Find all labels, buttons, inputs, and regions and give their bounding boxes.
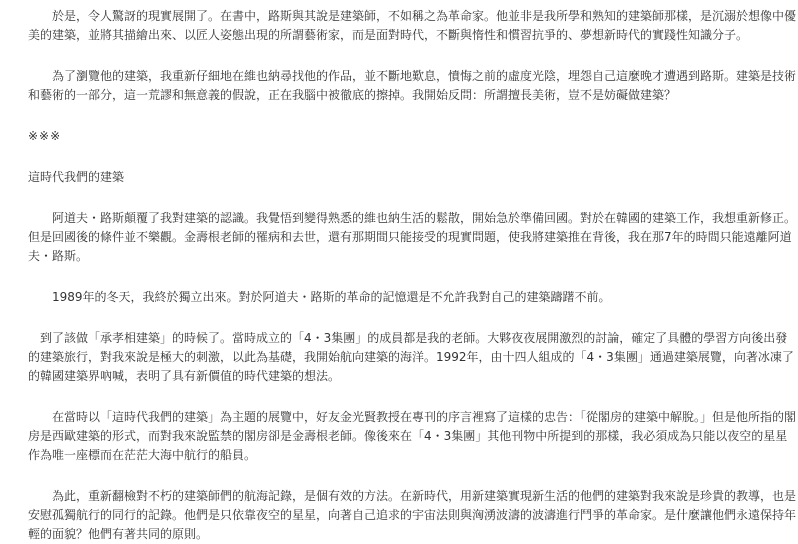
section-title: 這時代我們的建築 (28, 170, 125, 184)
paragraph-spacer (28, 187, 798, 209)
paragraph-6: 在當時以「這時代我們的建築」為主題的展覽中，好友金光賢教授在專刊的序言裡寫了這樣的忠告：「從閣房的建築中解脫。」但是他所指的閣房是西歐建築的形式，而對我來說監禁的閣房卻是金壽根老師。像後來在「4・3集團」其他刊物中所提到的那樣，我必須成為只能以夜空的星星作為唯一座標而在茫茫大海中航行的船員。 (28, 410, 797, 462)
paragraph-spacer (28, 465, 798, 487)
paragraph-3: 阿道夫・路斯顛覆了我對建築的認識。我覺悟到變得熟悉的維也納生活的鬆散，開始急於準備回國。對於在韓國的建築工作，我想重新修正。但是回國後的條件並不樂觀。金壽根老師的罹病和去世，還有那期間只能接受的現實問題，使我將建築推在背後，我在那7年的時間只能遠離阿道夫・路斯。 (28, 211, 797, 263)
paragraph-7: 為此，重新翻檢對不朽的建築師們的航海記錄，是個有效的方法。在新時代，用新建築實現新生活的他們的建築對我來說是珍貴的教導，也是安慰孤獨航行的同行的記錄。他們是只依靠夜空的星星，向著自己追求的宇宙法則與洶湧波濤的波濤進行鬥爭的革命家。是什麼讓他們永遠保持年輕的面貌？他們有著共同的原則。 (28, 489, 797, 541)
paragraph-spacer (28, 45, 798, 67)
paragraph-2: 為了瀏覽他的建築，我重新仔細地在維也納尋找他的作品，並不斷地歎息，憤悔之前的虛度光陰，埋怨自己這麼晚才遭遇到路斯。建築是技術和藝術的一部分，這一荒謬和無意義的假說，正在我腦中被徹底的擦掉。我開始反問：所謂擅長美術，豈不是妨礙做建築？ (28, 69, 797, 102)
paragraph-spacer (28, 386, 798, 408)
paragraph-4: 1989年的冬天，我終於獨立出來。對於阿道夫・路斯的革命的記憶還是不允許我對自己的建築躊躇不前。 (52, 290, 611, 304)
paragraph-5: 到了該做「承孝相建築」的時候了。當時成立的「4・3集團」的成員都是我的老師。大夥夜夜展開激烈的討論，確定了具體的學習方向後出發的建築旅行，對我來說是極大的刺激，以此為基礎，我開始航向建築的海洋。1992年，由十四人組成的「4・3集團」通過建築展覽，向著冰凍了的韓國建築界吶喊，表明了具有新價值的時代建築的想法。 (28, 331, 794, 383)
paragraph-1: 於是，令人驚訝的現實展開了。在書中，路斯與其說是建築師，不如稱之為革命家。他並非是我所學和熟知的建築師那樣，是沉溺於想像中優美的建築，並將其描繪出來、以匠人姿態出現的所謂藝術家，而是面對時代，不斷與惰性和慣習抗爭的、夢想新時代的實踐性知識分子。 (28, 9, 797, 42)
paragraph-spacer (28, 105, 798, 127)
section-divider: ※※※ (28, 129, 62, 143)
paragraph-spacer (28, 146, 798, 168)
paragraph-spacer (28, 307, 798, 329)
paragraph-spacer (28, 266, 798, 288)
